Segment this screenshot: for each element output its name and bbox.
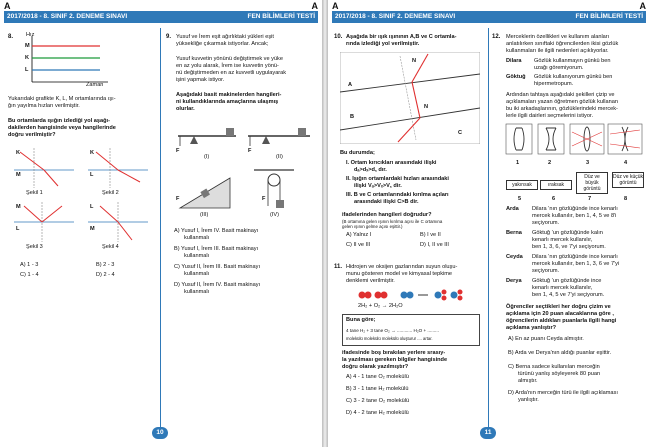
figure-caption: Şekil 3 (26, 244, 43, 250)
answer-option[interactable]: D) Yusuf II, İrem IV. Basit makinayı kullanmalı (174, 282, 261, 295)
question-number: 8. (8, 34, 14, 40)
series-label: L (25, 67, 29, 73)
figure-caption: Şekil 4 (102, 244, 119, 250)
machine-label: (IV) (270, 212, 280, 218)
answer-option[interactable]: A) 1 - 3 (20, 262, 39, 268)
medium-label: C (458, 130, 463, 136)
student-name: Arda (506, 206, 519, 212)
figure-2-diagram (88, 148, 148, 188)
speaker-name: Göktuğ (506, 74, 526, 80)
speed-time-graph (22, 32, 112, 88)
box-title: Buna göre; (346, 317, 376, 323)
q10-statement: III. B ve C ortamlarındaki kırılma açıları arasındaki ilişki C>B dir. (346, 192, 449, 205)
answer-option[interactable]: D) Arda'nın merceğin türü ile ilgili açıklaması yanlıştır. (508, 390, 618, 403)
column-divider (160, 28, 161, 430)
answer-option[interactable]: B) Yusuf I, İrem III. Basit makinayı kullanmalı (174, 246, 259, 259)
page-number: 10 (152, 427, 168, 439)
figure-medium-label: M (90, 226, 95, 232)
answer-option[interactable]: C) 3 - 2 tane O₂ molekülü (346, 398, 410, 404)
image-type-tag: Düz ve küçük görüntü (613, 174, 644, 186)
machine-label: (II) (276, 154, 283, 160)
speaker-name: Dilara (506, 58, 522, 64)
right-page (328, 0, 650, 447)
lens-type-tag: yakınsak (506, 180, 538, 190)
q12-text-2: Ardından tahtaya aşağıdaki şekilleri çizip ve açıklamaları yazan öğretmen gözlük kullanan bu iki arkadaşlarının, gözlüklerindeki mercek- lerle ilgili dairleri seçmelerini istiyor. (506, 92, 618, 119)
q8-text: Yukarıdaki grafikte K, L, M ortamlarında ışı- ğın yayılma hızları verilmiştir. (8, 96, 116, 109)
student-name: Derya (506, 278, 522, 284)
chemical-equation: 2H₂ + O₂ → 2H₂O (358, 303, 403, 309)
tag-number: 6 (552, 196, 556, 202)
force-label: F (176, 196, 180, 202)
lens-number: 2 (548, 160, 552, 166)
question-number: 12. (492, 34, 501, 40)
answer-option[interactable]: D) I, II ve III (420, 242, 449, 248)
figure-medium-label: M (16, 172, 21, 178)
answer-option[interactable]: A) En az puanı Ceyda almıştır. (508, 336, 584, 342)
box-line: molekülü molekülü molekülü oluşturur .... artar. (346, 336, 433, 341)
answer-option[interactable]: A) 4 - 1 tane O₂ molekülü (346, 374, 409, 380)
answer-option[interactable]: C) Yusuf II, İrem III. Basit makinayı kullanmalı (174, 264, 261, 277)
lens-diagrams (504, 122, 644, 162)
student-answer: Dilara ‘nın gözlüğünde ince kenarlı mercek kullanılır, ben 1, 3, 6 ve 7'yi seçiyorum. (532, 254, 620, 274)
box-line: 4 tane H₂ + 3 tane O₂ → ............ H₂O + ......... (346, 328, 439, 333)
exam-title: 2017/2018 - 8. SINIF 2. DENEME SINAVI (7, 13, 128, 20)
page-header (332, 11, 646, 23)
answer-option[interactable]: C) 1 - 4 (20, 272, 39, 278)
figure-medium-label: M (16, 204, 21, 210)
student-answer: Göktuğ ‘un gözlüğünde kalın kenarlı mercek kullanılır, ben 1, 3, 6, ve 7'yi seçiyorum. (532, 230, 606, 250)
graph-ylabel: Hız (26, 32, 35, 38)
column-divider (488, 28, 489, 430)
booklet-letter: A (332, 1, 339, 11)
figure-medium-label: L (90, 172, 94, 178)
student-answer: Göktuğ ‘un gözlüğünde ince kenarlı mercek kullanılır, ben 1, 4, 5 ve 7'yi seçiyorum. (532, 278, 605, 298)
molecule-model (354, 288, 464, 302)
speaker-quote: Gözlük kullanmayın günkü ben uzağı göremiyorum. (534, 58, 611, 71)
student-name: Berna (506, 230, 522, 236)
lens-type-tag: ıraksak (540, 180, 572, 190)
figure-medium-label: K (90, 150, 95, 156)
exam-title: 2017/2018 - 8. SINIF 2. DENEME SINAVI (335, 13, 456, 20)
q11-statement-box (342, 314, 480, 346)
question-number: 9. (166, 34, 172, 40)
q12-question: Öğrenciler seçtikleri her doğru çizim ve açıklama için 20 puan alacaklarına göre , öğrencilerin aldıkları puanlarla ilgili hangi açıklama yanlıştır? (506, 304, 617, 331)
booklet-letter-right: A (311, 1, 318, 11)
tag-number: 8 (624, 196, 628, 202)
q10-title: Aşağıda bir ışık ışınının A,B ve C ortamla- rında izlediği yol verilmiştir. (346, 34, 457, 47)
simple-machines-diagram (174, 116, 314, 222)
answer-option[interactable]: B) 2 - 3 (96, 262, 115, 268)
page-header (4, 11, 318, 23)
normal-label: N (412, 58, 417, 64)
figure-medium-label: L (16, 226, 20, 232)
figure-1-diagram (14, 148, 74, 188)
booklet-letter-right: A (639, 1, 646, 11)
q10-question: ifadelerinden hangileri doğrudur? (342, 212, 432, 218)
q9-text-1: Yusuf ve İrem eşit ağırlıktaki yükleri eşit yüksekliğe çıkarmak istiyorlar. Ancak; (176, 34, 274, 47)
figure-medium-label: L (90, 204, 94, 210)
figure-4-diagram (88, 202, 148, 242)
q9-text-2: Yusuf kuvvetin yönünü değiştirmek ve yüke en az yolu alarak, İrem ise kuvvetin yönü- nü değiştirmeden en az kuvvetli uygulayarak işini yapmak istiyor. (176, 56, 287, 83)
q12-text: Merceklerin özellikleri ve kullanım alanları anlatılırken sınıftaki öğrencilerden ikisi gözlük kullanmaları ile ilgili nedenleri açıklıyorlar. (506, 34, 619, 54)
page-number: 11 (480, 427, 496, 439)
lens-number: 4 (624, 160, 628, 166)
q10-lead: Bu durumda; (340, 150, 375, 156)
left-page (0, 0, 322, 447)
lens-number: 3 (586, 160, 590, 166)
question-number: 10. (334, 34, 343, 40)
q11-question: ifadesinde boş bırakılan yerlere srasıy- la yazılması gereken bilgiler hangisinde doğru olarak yazılmıştır? (342, 350, 448, 370)
force-label: F (176, 148, 180, 154)
figure-caption: Şekil 1 (26, 190, 43, 196)
booklet-letter: A (4, 1, 11, 11)
answer-option[interactable]: C) Berna sadece kullanılan merceğin türünü yanlış söyleyerek 80 puan almıştır. (508, 364, 601, 384)
q11-text: Hidrojen ve oksijen gazlarından suyun oluşu- munu gösteren model ve kimyasal tepkime denklemi verilmiştir. (346, 264, 458, 284)
answer-option[interactable]: A) Yusuf I, İrem IV. Basit makinayı kullanmalı (174, 228, 259, 241)
lens-number: 1 (516, 160, 520, 166)
tag-number: 5 (518, 196, 522, 202)
student-name: Ceyda (506, 254, 523, 260)
q10-statement: II. Işığın ortamlardaki hızları arasındaki ilişki Vₐ>Vₓ>V꜀ dir. (346, 176, 449, 189)
machine-label: (III) (200, 212, 209, 218)
q9-question: Aşağıdaki basit makinelerden hangileri- ni kullandıklarında amaçlarına ulaşmış olurlar. (176, 92, 282, 112)
answer-option[interactable]: A) Yalnız I (346, 232, 372, 238)
graph-xlabel: Zaman (86, 82, 104, 88)
test-title: FEN BİLİMLERİ TESTİ (575, 13, 643, 20)
machine-label: (I) (204, 154, 210, 160)
answer-option[interactable]: D) 2 - 4 (96, 272, 115, 278)
medium-label: A (348, 82, 353, 88)
figure-caption: Şekil 2 (102, 190, 119, 196)
image-type-tag: Düz ve büyük görüntü (576, 172, 608, 194)
answer-option[interactable]: B) 3 - 1 tane H₂ molekülü (346, 386, 409, 392)
answer-option[interactable]: B) Arda ve Derya'nın aldığı puanlar eşittir. (508, 350, 612, 356)
q8-question: Bu ortamlarda ışığın izlediği yol aşağı- dakilerden hangisinde veya hangilerinde doğru verilmiştir? (8, 118, 116, 138)
series-label: K (25, 55, 30, 61)
figure-3-diagram (14, 202, 74, 242)
q10-note: (B ortamına gelen ışının kırılma açısı ile C ortamına gelen ışının gelme açısı eşittir.) (342, 219, 443, 229)
answer-option[interactable]: C) II ve III (346, 242, 371, 248)
tag-number: 7 (588, 196, 592, 202)
normal-label: N (424, 104, 429, 110)
q10-statement: I. Ortam kırıcıkları arasındaki ilişki dₐ>dₓ>d꜀ dır. (346, 160, 437, 173)
speaker-quote: Gözlük kullanıyorum günkü ben hipermetropum. (534, 74, 613, 87)
student-answer: Dilara ‘nın gözlüğünde ince kenarlı mercek kullanılır, ben 1, 4, 5 ve 8'i seçiyorum. (532, 206, 618, 226)
answer-option[interactable]: D) 4 - 2 tane H₂ molekülü (346, 410, 409, 416)
force-label: F (248, 148, 252, 154)
test-title: FEN BİLİMLERİ TESTİ (247, 13, 315, 20)
series-label: M (25, 43, 30, 49)
figure-medium-label: K (16, 150, 21, 156)
force-label: F (262, 196, 266, 202)
medium-label: B (350, 114, 355, 120)
answer-option[interactable]: B) I ve II (420, 232, 441, 238)
question-number: 11. (334, 264, 343, 270)
